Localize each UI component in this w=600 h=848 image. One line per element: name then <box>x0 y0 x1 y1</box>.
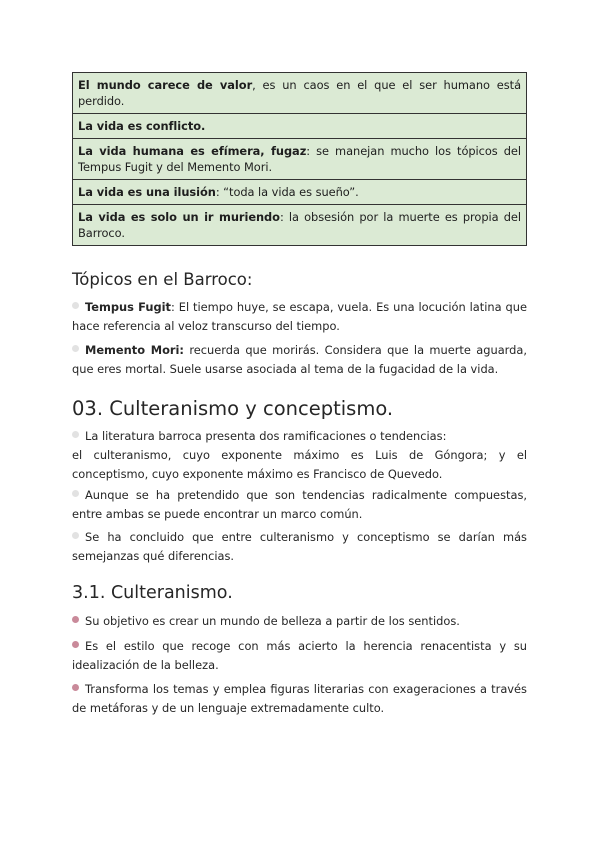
cc-paragraph-2 <box>72 486 527 523</box>
cc-p1-line1: La literatura barroca presenta dos ramificaciones o tendencias: <box>85 429 447 443</box>
cult-p3-text: Transforma los temas y emplea figuras literarias con exageraciones a través de metáforas y de un lenguaje extremadamente culto. <box>72 682 527 715</box>
bullet-icon <box>72 490 79 497</box>
cc-p2-text: Aunque se ha pretendido que son tendencias radicalmente compuestas, entre ambas se puede encontrar un marco común. <box>72 488 527 521</box>
cell-text: : “toda la vida es sueño”. <box>215 185 359 199</box>
cult-paragraph-1 <box>72 612 527 631</box>
cell-bold: La vida es una ilusión <box>78 185 216 199</box>
cell-text: : se manejan mucho los tópicos del Tempus Fugit y del Memento Mori. <box>78 144 521 174</box>
vision-table <box>72 72 527 246</box>
cc-paragraph-1-intro <box>72 427 527 446</box>
cc-paragraph-3 <box>72 528 527 565</box>
table-cell <box>73 73 527 114</box>
table-cell <box>73 205 527 246</box>
cc-paragraph-1-body: el culteranismo, cuyo exponente máximo es Luis de Góngora; y el conceptismo, cuyo exponente máximo es Francisco de Quevedo. <box>72 448 527 481</box>
table-row <box>73 114 527 139</box>
bullet-icon <box>72 684 79 691</box>
topicos-heading: Tópicos en el Barroco: <box>72 270 253 289</box>
table-row <box>73 180 527 205</box>
cell-bold: El mundo carece de valor <box>78 78 253 92</box>
table-row <box>73 73 527 114</box>
bullet-icon <box>72 302 79 309</box>
cult-paragraph-3 <box>72 680 527 717</box>
table-row <box>73 139 527 180</box>
topico-bold: Memento Mori: <box>85 343 184 357</box>
bullet-icon <box>72 345 79 352</box>
bullet-icon <box>72 616 79 623</box>
bullet-icon <box>72 431 79 438</box>
cell-text: : la obsesión por la muerte es propia del Barroco. <box>78 210 521 240</box>
cell-text: , es un caos en el que el ser humano está perdido. <box>78 78 521 108</box>
table-cell <box>73 139 527 180</box>
cell-bold: La vida humana es efímera, fugaz <box>78 144 307 158</box>
cc-p3-text: Se ha concluido que entre culteranismo y conceptismo se darían más semejanzas qué diferencias. <box>72 530 527 563</box>
cult-p1-text: Su objetivo es crear un mundo de belleza a partir de los sentidos. <box>85 614 460 628</box>
topico-text: : El tiempo huye, se escapa, vuela. Es una locución latina que hace referencia al veloz transcurso del tiempo. <box>72 300 527 333</box>
topico-item-memento-mori <box>72 341 527 378</box>
cell-bold: La vida es solo un ir muriendo <box>78 210 280 224</box>
topico-text: recuerda que morirás. Considera que la muerte aguarda, que eres mortal. Suele usarse asociada al tema de la fugacidad de la vida. <box>72 343 527 376</box>
table-cell <box>73 180 527 205</box>
cult-p2-text: Es el estilo que recoge con más acierto la herencia renacentista y su idealización de la belleza. <box>72 639 527 672</box>
cult-paragraph-2 <box>72 637 527 674</box>
table-cell <box>73 114 527 139</box>
bullet-icon <box>72 641 79 648</box>
topico-bold: Tempus Fugit <box>85 300 171 314</box>
section-3-1-heading: 3.1. Culteranismo. <box>72 583 233 603</box>
section-03-heading: 03. Culteranismo y conceptismo. <box>72 397 394 420</box>
table-row <box>73 205 527 246</box>
cell-bold: La vida es conflicto. <box>78 119 206 133</box>
bullet-icon <box>72 532 79 539</box>
topico-item-tempus-fugit <box>72 298 527 335</box>
